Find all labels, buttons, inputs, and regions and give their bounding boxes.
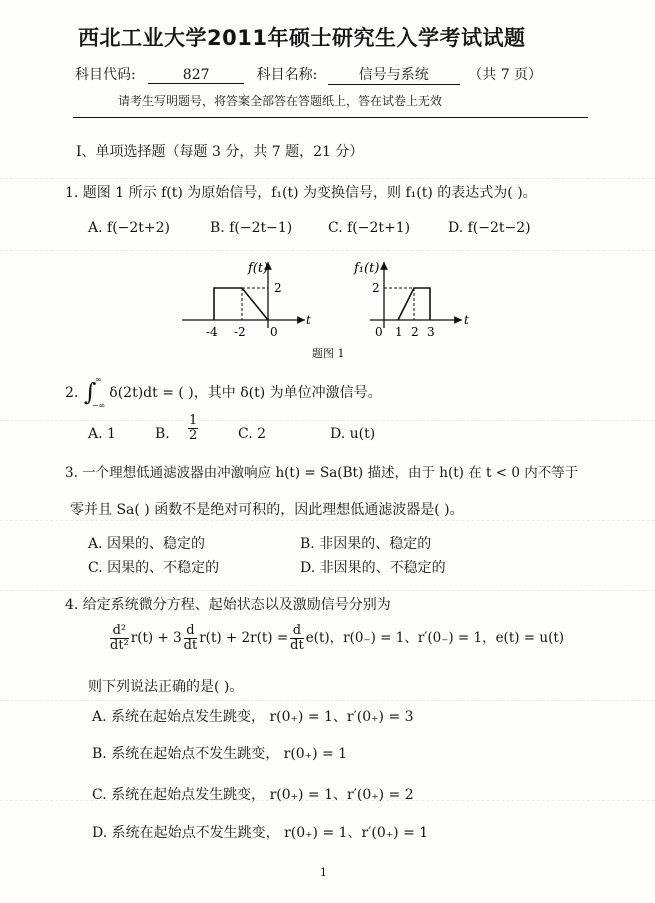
f1-tick-1: 1 xyxy=(395,325,403,339)
f-label: f(t) xyxy=(248,261,269,276)
f1-tick-2: 2 xyxy=(411,325,419,339)
dt-denominator-2: dt xyxy=(290,638,304,653)
f1-tick-0: 0 xyxy=(375,325,383,339)
integral-lower: −∞ xyxy=(91,401,106,410)
f-tick-neg2: -2 xyxy=(234,325,246,339)
paper-line xyxy=(0,590,655,591)
q4-option-b: B. 系统在起始点不发生跳变， r(0₊) = 1 xyxy=(92,746,348,762)
q1-option-c: C. f(−2t+1) xyxy=(328,220,411,236)
q4-option-a: A. 系统在起始点发生跳变， r(0₊) = 1、r′(0₊) = 3 xyxy=(92,709,414,725)
page-number: 1 xyxy=(320,866,327,879)
q2-expression: δ(2t)dt = ( )，其中 δ(t) 为单位冲激信号。 xyxy=(109,385,382,401)
d2-numerator: d² xyxy=(110,624,129,639)
f1-amp-tick: 2 xyxy=(372,281,380,295)
q2-option-b-label: B. xyxy=(155,426,170,442)
fraction-numerator: 1 xyxy=(189,413,198,428)
plot-f-t xyxy=(182,261,311,339)
f-tick-neg4: -4 xyxy=(206,325,218,339)
exam-title: 西北工业大学2011年硕士研究生入学考试试题 xyxy=(78,26,526,50)
subject-name-value: 信号与系统 xyxy=(328,64,460,85)
exam-notice: 请考生写明题号，将答案全部答在答题纸上，答在试卷上无效 xyxy=(118,94,443,108)
q2-option-b-fraction xyxy=(188,414,198,443)
q4-ask: 则下列说法正确的是( )。 xyxy=(88,679,244,695)
q1-option-b: B. f(−2t−1) xyxy=(210,220,293,236)
eq-part3: e(t)，r(0₋) = 1、r′(0₋) = 1，e(t) = u(t) xyxy=(305,630,565,646)
figure-caption: 题图 1 xyxy=(312,347,345,360)
q2-option-c: C. 2 xyxy=(238,426,267,442)
q4-stem: 4. 给定系统微分方程、起始状态以及激励信号分别为 xyxy=(65,597,391,613)
q2-number: 2. xyxy=(65,385,79,401)
header-divider xyxy=(73,117,588,118)
paper-line xyxy=(0,520,655,521)
fraction-denominator: 2 xyxy=(189,428,198,443)
q4-option-d: D. 系统在起始点不发生跳变， r(0₊) = 1、r′(0₊) = 1 xyxy=(92,825,429,841)
q3-stem-line2: 零并且 Sa( ) 函数不是绝对可积的，因此理想低通滤波器是( )。 xyxy=(70,502,464,518)
q3-stem-line1: 3. 一个理想低通滤波器由冲激响应 h(t) = Sa(Bt) 描述，由于 h(t) 在 t < 0 内不等于 xyxy=(65,465,579,481)
subject-name-label: 科目名称: xyxy=(256,67,318,83)
q2-stem xyxy=(65,375,382,410)
plot-f1-t xyxy=(353,261,469,339)
page-count: （共 7 页） xyxy=(468,67,543,83)
paper-line xyxy=(0,420,655,421)
f-t-label: t xyxy=(306,313,311,327)
subject-code-label: 科目代码: xyxy=(75,67,136,83)
q1-figure xyxy=(170,250,480,350)
q3-option-c: C. 因果的、不稳定的 xyxy=(88,560,220,576)
eq-part2: r(t) + 2r(t) = xyxy=(199,630,289,646)
subject-code-value: 827 xyxy=(148,67,244,84)
integral-glyph: ∫ xyxy=(83,378,97,406)
q4-equation xyxy=(108,624,564,653)
subject-meta xyxy=(75,64,542,85)
f-amp-tick: 2 xyxy=(274,281,282,295)
paper-line xyxy=(0,700,655,701)
integral-upper: ∞ xyxy=(94,375,102,384)
q1-option-a: A. f(−2t+2) xyxy=(88,220,171,236)
q3-option-d: D. 非因果的、不稳定的 xyxy=(300,560,446,576)
integral-sign xyxy=(83,375,106,410)
d-numerator-2: d xyxy=(290,624,304,639)
f1-t-label: t xyxy=(464,313,469,327)
f-tick-0: 0 xyxy=(270,325,278,339)
d-numerator-1: d xyxy=(184,624,198,639)
q2-option-d: D. u(t) xyxy=(330,426,376,442)
q3-option-b: B. 非因果的、稳定的 xyxy=(300,536,432,552)
q4-option-c: C. 系统在起始点发生跳变， r(0₊) = 1、r′(0₊) = 2 xyxy=(92,787,414,803)
dt2-denominator: dt² xyxy=(110,638,129,653)
eq-part1: r(t) + 3 xyxy=(130,630,182,646)
paper-line xyxy=(0,178,655,179)
d-dt-fraction-2 xyxy=(290,624,304,653)
section-heading: Ⅰ、单项选择题（每题 3 分，共 7 题，21 分） xyxy=(76,144,364,160)
q1-option-d: D. f(−2t−2) xyxy=(448,220,531,236)
f1-label: f₁(t) xyxy=(354,261,380,276)
d2-dt2-fraction xyxy=(110,624,129,653)
f-waveform xyxy=(214,288,268,320)
q2-option-a: A. 1 xyxy=(88,426,116,442)
q1-stem: 1. 题图 1 所示 f(t) 为原始信号，f₁(t) 为变换信号，则 f₁(t) 的表达式为( )。 xyxy=(65,185,537,201)
dt-denominator-1: dt xyxy=(183,638,198,653)
f1-tick-3: 3 xyxy=(427,325,435,339)
q3-option-a: A. 因果的、稳定的 xyxy=(88,536,206,552)
d-dt-fraction-1 xyxy=(184,624,198,653)
